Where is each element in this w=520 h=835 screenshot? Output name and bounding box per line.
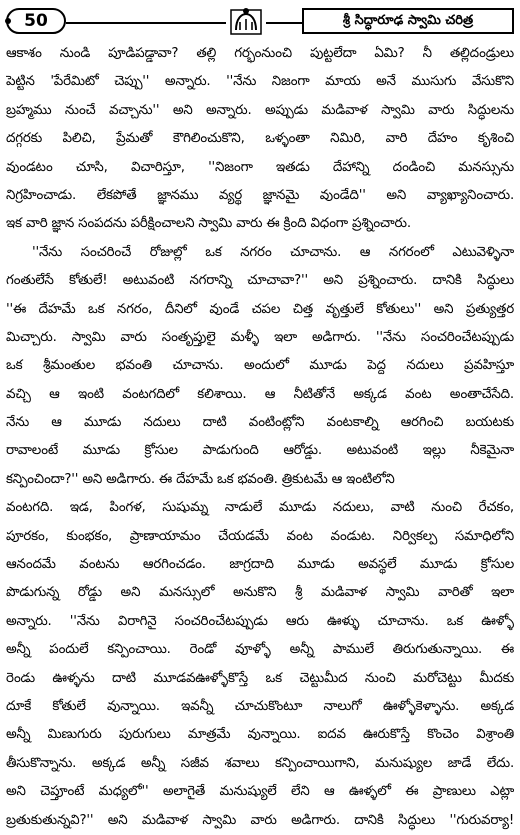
text-line: వుండటం చూసి, విచారిస్తూ, ''నిజంగా ఇతడు దేహాన్ని దండించి మనస్సును <box>6 159 514 175</box>
text-line: కన్పించిందా?'' అని అడిగారు. ఈ దేహమే ఒక భవంతి. త్రికుటమే ఆ ఇంటిలోని <box>6 471 395 487</box>
page-header <box>6 6 514 38</box>
text-line: గంతులేసే కోతులే! అటువంటి నగరాన్ని చూచావా?'' అని ప్రశ్నించారు. దానికి సిద్ధులు <box>6 273 514 289</box>
header-rule <box>266 22 306 24</box>
text-line: ఒక శ్రీమంతుల భవంతి చూచాను. అందులో మూడు పెద్ద నదులు ప్రవహిస్తూ <box>6 358 514 374</box>
body-text <box>6 40 514 835</box>
text-line: వచ్చి ఆ ఇంటి వంటగదిలో కలిశాయి. ఆ నీటితోనే అక్కడ వంట అంతాచేసేది. <box>6 386 514 402</box>
text-line: ''ఈ దేహమే ఒక నగరం, దీనిలో వుండే చపల చిత్త వృత్తులే కోతులు'' అని ప్రత్యుత్తర <box>6 301 514 317</box>
text-line: పూరకం, కుంభకం, ప్రాణాయామం చేయడమే వంట వండుట. నిర్వికల్ప సమాధిలోని <box>6 528 514 544</box>
text-line: ఆకాశం నుండి పూడిపడ్డావా? తల్లి గర్భంనుంచి పుట్టలేదా ఏమి? నీ తల్లిదండ్రులు <box>6 46 514 61</box>
text-line: అన్నీ మిణుగురు పురుగులు మాత్రమే వున్నాయి. ఐదవ ఊరుకొస్తే కొంచెం విశ్రాంతి <box>6 727 514 743</box>
text-line: అని చెప్తూంటే మధ్యలో'' అలాగైతే మనుష్యులే లేని ఆ ఊళ్ళలో ఈ ప్రాణులు ఎట్లా <box>6 784 514 800</box>
text-line: బ్రతుకుతున్నవి?'' అని మడివాళ స్వామి వారు అడిగారు. దానికి సిద్ధులు ''గురువర్యా! <box>6 812 514 828</box>
page-number: 50 <box>6 8 66 34</box>
text-line: రావాలంటే మూడు క్రోసుల పాడుగుంది ఆరోడ్డు. అటువంటి ఇల్లు నీకెమైనా <box>6 443 514 459</box>
text-line: అన్నీ పందులే కన్పించాయి. రెండో వూళ్ళో అన్నీ పాములే తిరుగుతున్నాయి. ఈ <box>6 642 514 658</box>
text-line: తీసుకొన్నాను. అక్కడ అన్నీ సజీవ శవాలు కన్పించాయిగాని, మనుష్యుల జాడే లేదు. <box>6 755 514 771</box>
text-line: రెండు ఊళ్ళను దాటి మూడవఊళ్ళోకొస్తే ఒక చెట్టుమీద నుంచి మరోచెట్టు మీదకు <box>6 670 514 686</box>
text-line: ఆనందమే వంటను ఆరగించడం. జాగ్రదాది మూడు అవస్థలే మూడు క్రోసుల <box>6 557 514 573</box>
header-rule <box>66 22 226 24</box>
text-line: మిచ్చారు. స్వామి వారు సంతృప్తులై మళ్ళీ ఇలా అడిగారు. ''నేను సంచరించేటప్పుడు <box>6 329 514 345</box>
text-line: ఇక వారి జ్ఞాన సంపదను పరీక్షించాలని స్వామి వారు ఈ క్రింది విధంగా ప్రశ్నించారు. <box>6 216 411 232</box>
text-line: దూకే కోతులే వున్నాయి. ఇవన్నీ చూచుకొంటూ నాలుగో ఊళ్ళోకెళ్ళాను. అక్కడ <box>6 698 514 714</box>
emblem-icon <box>230 6 262 36</box>
text-line: వంటగది. ఇడ, పింగళ, సుషుమ్న నాడులే మూడు నదులు, వాటి నుంచి రేచకం, <box>6 500 514 516</box>
text-line: బ్రహ్మము నుంచే వచ్చాను'' అని అన్నారు. అప్పుడు మడివాళ స్వామి వారు సిద్ధులను <box>6 102 514 118</box>
text-line: నేను ఆ మూడు నదులు దాటి వంటింట్లోని వంటకాల్ని ఆరగించి బయటకు <box>6 415 514 431</box>
text-line: అన్నారు. ''నేను విరాగినై సంచరించేటప్పుడు ఆరు ఊళ్ళు చూచాను. ఒక ఊళ్ళో <box>6 613 514 629</box>
text-line: ''నేను సంచరించే రోజుల్లో ఒక నగరం చూచాను. ఆ నగరంలో ఎటువెళ్ళినా <box>32 244 514 260</box>
running-title: శ్రీ సిద్ధారూఢ స్వామి చరిత్ర <box>302 8 514 34</box>
text-line: దగ్గరకు పిలిచి, ప్రేమతో కౌగిలించుకొని, ఒళ్ళంతా నిమిరి, వారి దేహం కృశించి <box>6 131 514 147</box>
text-line: పెట్టిన 'పేరేమిటో చెప్పు'' అన్నారు. ''నేను నిజంగా మాయ అనే ముసుగు వేసుకొని <box>6 74 514 90</box>
text-line: నిగ్రహించాడు. లేకపోతే జ్ఞానము వ్యర్థ జ్ఞానమై వుండేది'' అని వ్యాఖ్యానించారు. <box>6 187 514 203</box>
text-line: పొడుగున్న రోడ్డు అని మనస్సులో అనుకొని శ్రీ మడివాళ స్వామి వారితో ఇలా <box>6 585 514 601</box>
